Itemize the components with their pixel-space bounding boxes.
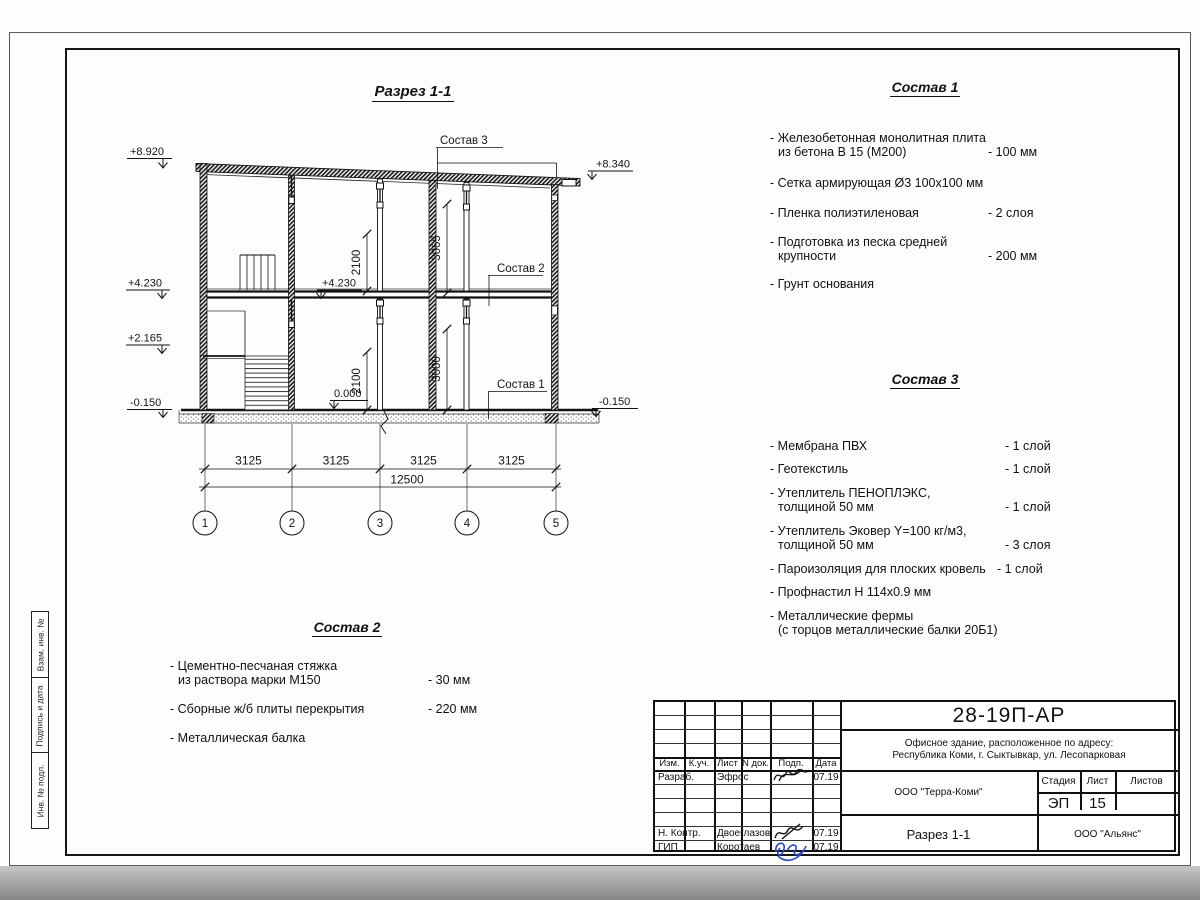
sostav3-item-1: - Мембрана ПВХ - 1 слой bbox=[770, 438, 1051, 453]
tb-org2: ООО "Альянс" bbox=[1074, 828, 1141, 840]
tb-nkontr-name: Двоеглазов bbox=[717, 827, 771, 839]
sostav2-list bbox=[170, 620, 590, 746]
elev-8340: +8.340 bbox=[596, 158, 630, 171]
tb-sheet-value: 15 bbox=[1089, 794, 1106, 812]
dim-bay-1: 3125 bbox=[235, 453, 262, 468]
sostav2-item-3: - Металлическая балка bbox=[170, 731, 306, 745]
sostav1-title bbox=[770, 80, 1080, 95]
sostav3-title bbox=[770, 372, 1080, 387]
stairs bbox=[203, 255, 289, 410]
tb-col-podp: Подп. bbox=[778, 758, 804, 769]
sostav2-item-2: - Сборные ж/б плиты перекрытия - 220 мм bbox=[170, 701, 478, 716]
dim-3000: 3000 bbox=[431, 356, 443, 382]
ground-slab bbox=[179, 410, 599, 434]
side-stamp-inv bbox=[31, 752, 49, 829]
callout-sostav1: Состав 1 bbox=[497, 379, 545, 391]
dim-2100-upper: 2100 bbox=[351, 249, 363, 276]
tb-object bbox=[840, 729, 1178, 770]
sostav1-item-4: - Подготовка из песка средней крупности - 200 мм bbox=[770, 234, 1038, 263]
tb-razrab-date: 07.19 bbox=[813, 771, 839, 783]
tb-sheets-label: Листов bbox=[1130, 775, 1163, 787]
dim-2100-lower: 2100 bbox=[351, 368, 363, 394]
tb-razrab-name: Эфрос bbox=[717, 771, 749, 783]
sostav3-title-text: Состав 3 bbox=[891, 371, 959, 387]
axis-5: 5 bbox=[552, 518, 560, 530]
tb-nkontr-label: Н. Контр. bbox=[658, 827, 701, 839]
sostav2-item-1: - Цементно-песчаная стяжка из раствора марки М150 - 30 мм bbox=[170, 658, 471, 687]
elev-8920: +8.920 bbox=[130, 146, 164, 158]
side-stamp-vzam-label: Взам. инв. № bbox=[35, 618, 46, 672]
axis-1: 1 bbox=[201, 518, 209, 530]
dim-bay-4: 3125 bbox=[498, 453, 525, 468]
tb-col-izm: Изм. bbox=[659, 758, 680, 769]
tb-nkontr-date: 07.19 bbox=[813, 827, 839, 839]
tb-org: ООО "Терра-Коми" bbox=[894, 786, 983, 798]
sostav1-item-1: - Железобетонная монолитная плита из бетона В 15 (М200) - 100 мм bbox=[770, 130, 1038, 159]
axis-2: 2 bbox=[288, 518, 296, 530]
title-block bbox=[653, 700, 1176, 852]
sostav3-item-5: - Пароизоляция для плоских кровель - 1 слой bbox=[770, 561, 1043, 576]
signature-nkontr bbox=[770, 820, 812, 860]
sostav3-item-3: - Утеплитель ПЕНОПЛЭКС, толщиной 50 мм - 1 слой bbox=[770, 485, 1051, 514]
tb-col-kuch: К.уч. bbox=[688, 758, 710, 769]
tb-gip-label: ГИП bbox=[658, 841, 678, 853]
sostav1-item-2: - Сетка армирующая Ø3 100х100 мм bbox=[770, 175, 984, 190]
signature-razrab bbox=[770, 764, 812, 786]
tb-razrab-label: Разраб. bbox=[658, 771, 695, 783]
side-stamp-inv-label: Инв. № подл. bbox=[35, 764, 46, 817]
dim-bay-2: 3125 bbox=[322, 453, 350, 468]
section-drawing bbox=[85, 55, 710, 560]
sostav1-item-3: - Пленка полиэтиленовая - 2 слоя bbox=[770, 206, 1034, 220]
sostav3-item-6: - Профнастил Н 114х0.9 мм bbox=[770, 585, 932, 599]
tb-col-ndok: N док. bbox=[741, 758, 770, 769]
tb-drawing-title: Разрез 1-1 bbox=[906, 826, 971, 842]
section-title-text: Разрез 1-1 bbox=[374, 83, 452, 100]
sostav1-item-5: - Грунт основания bbox=[770, 276, 875, 291]
tb-gip-name: Коротаев bbox=[717, 841, 761, 853]
axis-bubbles bbox=[193, 511, 568, 535]
tb-col-list: Лист bbox=[717, 758, 738, 769]
roof bbox=[196, 164, 580, 189]
scan-edge-strip bbox=[0, 866, 1200, 900]
axis-grid bbox=[205, 424, 556, 511]
side-stamp-podpis bbox=[31, 677, 49, 754]
sostav2-title-text: Состав 2 bbox=[313, 619, 381, 635]
tb-object-line1: Офисное здание, расположенное по адресу: bbox=[904, 737, 1114, 749]
elev-2165: +2.165 bbox=[128, 332, 162, 345]
elev-4230-left: +4.230 bbox=[128, 277, 162, 290]
callout-sostav3: Состав 3 bbox=[440, 135, 488, 147]
tb-gip-date: 07.19 bbox=[813, 841, 839, 853]
elev-4230-inner: +4.230 bbox=[322, 277, 356, 290]
callout-sostav2: Состав 2 bbox=[497, 263, 545, 275]
elev-0150-right: -0.150 bbox=[599, 396, 631, 408]
elev-0000: 0.000 bbox=[334, 388, 362, 400]
side-stamp-podpis-label: Подпись и дата bbox=[35, 684, 46, 747]
sostav3-list bbox=[770, 372, 1184, 638]
side-stamp-vzam bbox=[31, 611, 49, 679]
elev-0150-left: -0.150 bbox=[130, 397, 162, 409]
dim-bay-3: 3125 bbox=[410, 453, 437, 468]
sostav2-title bbox=[170, 620, 524, 635]
tb-object-line2: Республика Коми, г. Сыктывкар, ул. Лесопарковая bbox=[892, 749, 1126, 761]
tb-doc-number: 28-19П-АР bbox=[952, 703, 1066, 727]
tb-sheet-label: Лист bbox=[1086, 775, 1109, 787]
tb-stage-label: Стадия bbox=[1041, 775, 1076, 787]
tb-col-data: Дата bbox=[815, 758, 837, 769]
sostav3-item-2: - Геотекстиль - 1 слой bbox=[770, 462, 1051, 476]
dim-total: 12500 bbox=[390, 472, 424, 487]
sostav3-item-4: - Утеплитель Эковер Y=100 кг/м3, толщиной 50 мм - 3 слоя bbox=[770, 523, 1051, 552]
dim-3065: 3065 bbox=[431, 235, 443, 261]
tb-stage-value: ЭП bbox=[1047, 794, 1070, 812]
axis-3: 3 bbox=[376, 518, 384, 530]
sostav1-list bbox=[770, 80, 1184, 291]
axis-4: 4 bbox=[463, 518, 471, 530]
sostav3-item-7: - Металлические фермы (с торцов металлические балки 20Б1) bbox=[770, 608, 998, 637]
sostav1-title-text: Состав 1 bbox=[891, 79, 959, 95]
